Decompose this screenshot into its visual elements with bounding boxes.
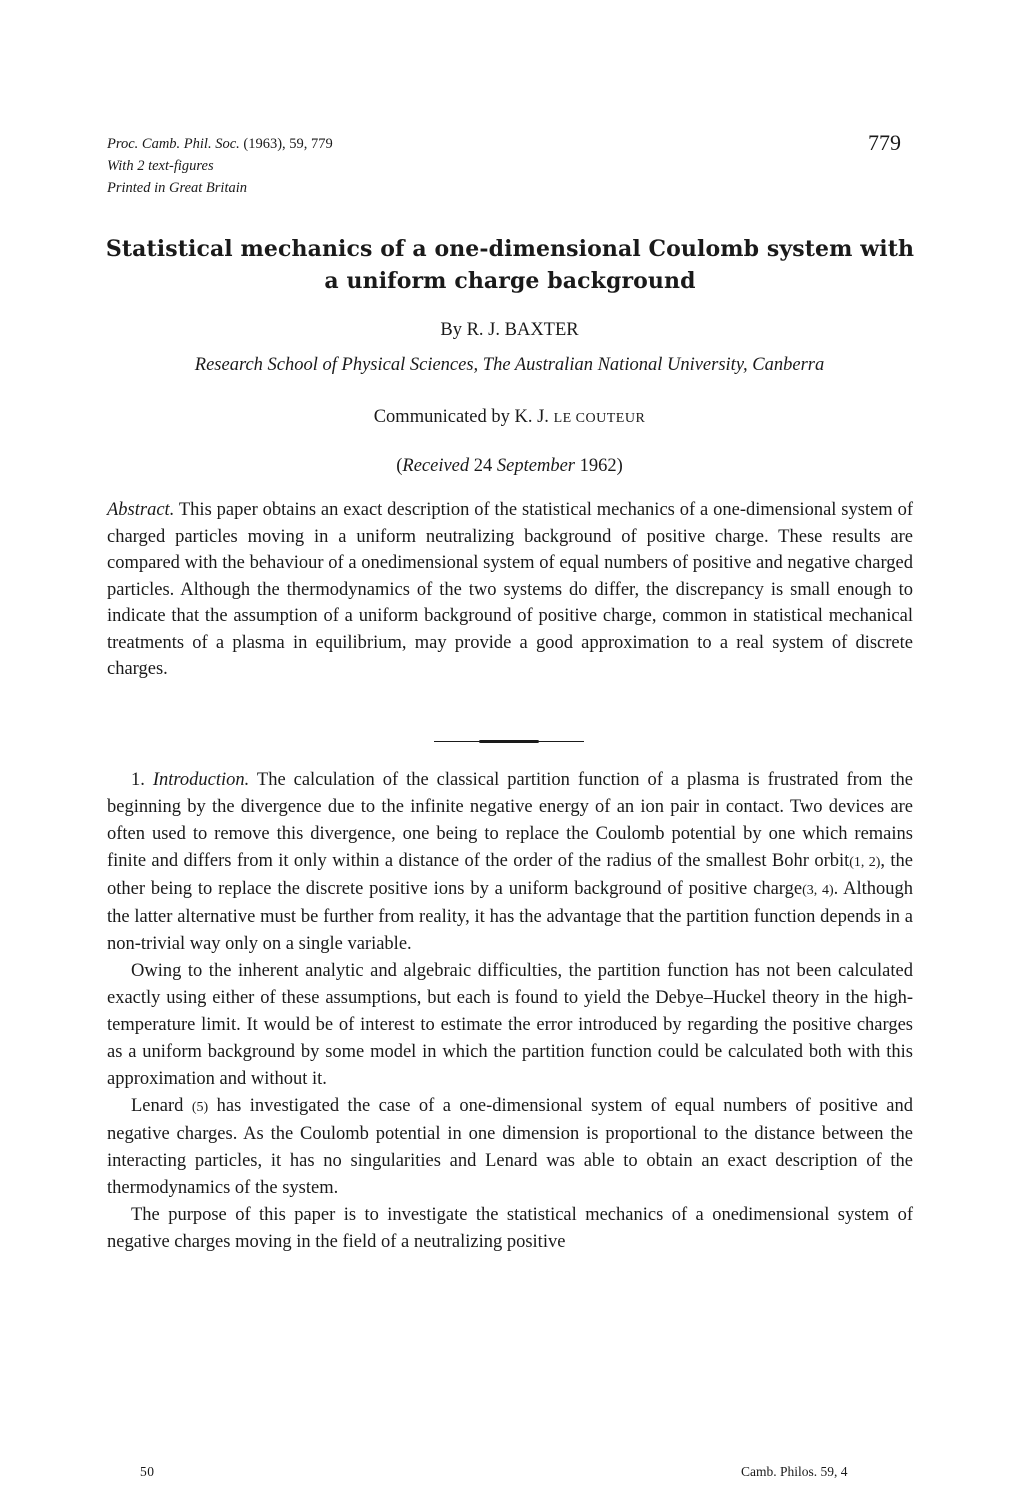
received-day: 24 [473, 456, 493, 476]
paragraph-text: has investigated the case of a one-dimensional system of equal numbers of positive and negative charges. As the Coulomb potential in one dimension is proportional to the distance between the interacting particles, it has no singularities and Lenard was able to obtain an exact description of the thermodynamics of the system. [107, 1096, 914, 1198]
paragraph-2: Owing to the inherent analytic and algebraic difficulties, the partition function has not been calculated exactly using either of these assumptions, but each is found to yield the Debye–Huckel theory in the high-temperature limit. It would be of interest to estimate the error introduced by regarding the positive charges as a uniform background by some model in which the partition function could be calculated both with this approximation and without it. [107, 961, 913, 1089]
printed-note: Printed in Great Britain [107, 180, 248, 196]
affiliation: Research School of Physical Sciences, The Australian National University, Canberra [194, 355, 825, 375]
journal-citation [107, 133, 333, 155]
paragraph-text: The calculation of the classical partition function of a plasma is frustrated from the beginning by the divergence due to the infinite negative energy of an ion pair in contact. Two devices are often used to remove this divergence, one being to replace the Coulomb potential by one which remains finite and differs from it only within a distance of the order of the radius of the smallest Bohr orbit [107, 770, 914, 871]
paragraph-3 [107, 1093, 913, 1202]
paper-title [90, 233, 930, 297]
paragraph-text: , the other being to replace the discrete positive ions by a uniform background of positive charge [107, 851, 913, 899]
title-line-1: Statistical mechanics of a one-dimensional Coulomb system with [105, 236, 915, 262]
citation-ref: (1, 2) [849, 855, 881, 870]
figures-note: With 2 text-figures [107, 158, 214, 174]
abstract-label: Abstract. [107, 500, 175, 520]
signature-mark: 50 [140, 1464, 155, 1479]
citation-ref: (3, 4) [802, 883, 834, 898]
section-divider [434, 740, 584, 743]
received-month: September [496, 456, 575, 476]
communicated-prefix: Communicated by K. J. [373, 407, 549, 427]
title-line-2: a uniform charge background [324, 268, 696, 294]
received-label: Received [402, 456, 470, 476]
journal-volume: (1963), 59, 779 [243, 136, 333, 152]
paragraph-introduction [107, 767, 913, 958]
abstract-text: This paper obtains an exact description of the statistical mechanics of a one-dimensional system of charged particles moving in a uniform neutralizing background of positive charge. These results are compared with the behaviour of a onedimensional system of equal numbers of positive and negative charged particles. Although the thermodynamics of the two systems do differ, the discrepancy is small enough to indicate that the assumption of a uniform background of positive charge, common in statistical mechanical treatments of a plasma in equilibrium, may provide a good approximation to a real system of discrete charges. [107, 500, 913, 679]
author-by: By [440, 320, 462, 340]
section-number: 1. [131, 770, 145, 790]
body-text [107, 767, 913, 1256]
abstract [107, 497, 913, 683]
journal-header [107, 133, 333, 199]
paragraph-text: Lenard [131, 1096, 184, 1116]
section-heading: Introduction. [152, 770, 250, 790]
citation-ref: (5) [191, 1100, 209, 1115]
author-name: R. J. BAXTER [466, 320, 579, 340]
paragraph-text: . Although the latter alternative must be further from reality, it has the advantage that the partition function depends in a non-trivial way only on a single variable. [107, 879, 913, 954]
footer-journal: Camb. Philos. 59, 4 [741, 1464, 848, 1479]
divider-swell [479, 740, 539, 743]
page-number: 779 [868, 130, 901, 155]
communicator-name: LE COUTEUR [553, 411, 646, 426]
paragraph-4: The purpose of this paper is to investigate the statistical mechanics of a onedimensional system of negative charges moving in the field of a neutralizing positive [107, 1205, 913, 1252]
received-year: 1962 [579, 456, 617, 476]
received-date: (Received 24 September 1962) [396, 456, 623, 476]
journal-name: Proc. Camb. Phil. Soc. [107, 136, 240, 152]
communicated-by [0, 407, 1019, 428]
author-line [0, 320, 1019, 341]
